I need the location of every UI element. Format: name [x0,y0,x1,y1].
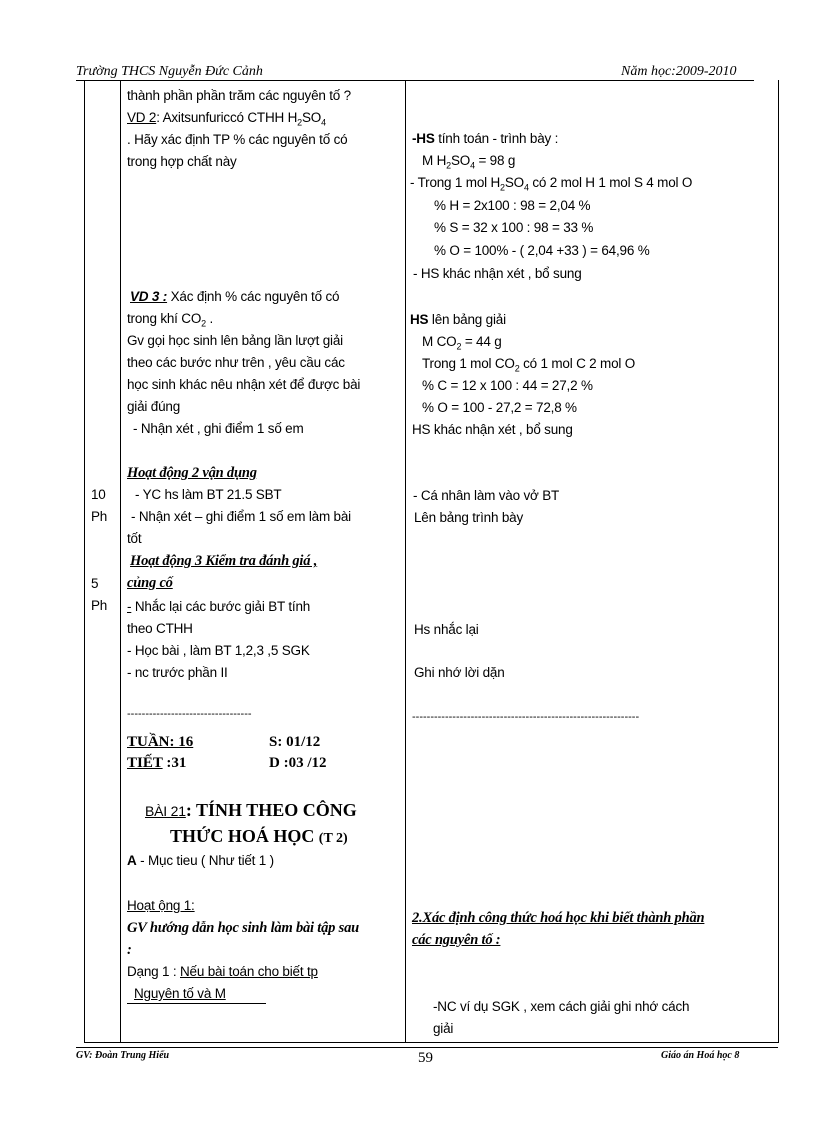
left-line-14: - Nhận xét – ghi điểm 1 số em làm bài [131,509,351,524]
percent-o-line: % O = 100% - ( 2,04 +33 ) = 64,96 % [434,243,650,258]
footer-subject: Giáo án Hoá học 8 [661,1050,740,1061]
right-dashes: -------------------------------------------------------------- [412,711,640,723]
left-line-4: trong hợp chất này [127,154,237,169]
vd2-line: VD 2: Axitsunfuriccó CTHH $H_2SO_4$ [127,110,326,128]
activity-3-heading-2: củng cố [127,575,173,591]
time-ph-2: Ph [91,598,108,613]
left-line-11: - Nhận xét , ghi điểm 1 số em [133,421,304,436]
percent-o2-line: % O = 100 - 27,2 = 72,8 % [422,400,577,415]
remember-line: Ghi nhớ lời dặn [414,665,505,680]
period-date-d: D :03 /12 [269,755,327,771]
time-ph-1: Ph [91,509,108,524]
lesson-title: BÀI 21: TÍNH THEO CÔNG [145,800,357,820]
time-5: 5 [91,576,99,591]
individual-work-line: - Cá nhân làm vào vở BT [413,488,560,503]
objectives-line: A - Mục tieu ( Như tiết 1 ) [127,853,274,868]
left-line-18: - Nhắc lại các bước giải BT tính [127,599,311,614]
board-present-line: Lên bảng trình bày [414,510,523,525]
footer-rule [76,1047,778,1048]
left-line-21: - nc trước phần II [127,665,228,680]
teacher-guide-line-2: : [127,942,132,958]
activity-1-heading: Hoạt ộng 1: [127,898,195,913]
header-school: Trường THCS Nguyễn Đức Cảnh [76,64,263,79]
header-year: Năm học:2009-2010 [621,64,737,79]
nc-line-2: giải [433,1021,454,1036]
week-date-s: S: 01/12 [269,734,321,750]
left-dashes: ---------------------------------- [127,708,252,720]
activity-2-heading: Hoạt động 2 vận dụng [127,465,257,481]
left-line-19: theo CTHH [127,621,193,636]
type-1-line: Dạng 1 : Nếu bài toán cho biết tp [127,964,318,979]
hs-other-comment-2: HS khác nhận xét , bổ sung [412,422,573,437]
time-10: 10 [91,487,106,502]
hs-other-comment-1: - HS khác nhận xét , bổ sung [413,266,582,281]
percent-c-line: % C = 12 x 100 : 44 = 27,2 % [422,378,593,393]
footer-teacher: GV: Đoàn Trung Hiếu [76,1050,170,1061]
section-2-heading: 2.Xác định công thức hoá học khi biết thành phần [412,910,705,926]
co2-moles-line: Trong 1 mol $CO_2$ có 1 mol C 2 mol O [422,356,636,374]
lesson-title-2: THỨC HOÁ HỌC (T 2) [170,826,348,846]
left-line-1: thành phần phần trăm các nguyên tố ? [127,88,351,103]
type-1-line-2: Nguyên tố và M [134,986,226,1001]
nc-line: -NC ví dụ SGK , xem cách giải ghi nhớ cách [433,999,690,1014]
section-2-heading-2: các nguyên tố : [412,932,501,948]
hs-repeat-line: Hs nhắc lại [414,622,479,637]
left-line-15: tốt [127,531,142,546]
left-line-8: theo các bước như trên , yêu cầu các [127,355,345,370]
hs-board-line: HS lên bảng giải [410,312,506,327]
m-h2so4-line: M $H_2SO_4 = 98$ g [422,153,516,171]
hs-line: -HS tính toán - trình bày : [412,131,559,146]
left-line-6: trong khí $CO_2$ . [127,311,214,329]
header-rule [76,80,754,81]
type-1-underline [127,1003,266,1004]
left-line-10: giải đúng [127,399,180,414]
vd3-line: VD 3 : Xác định % các nguyên tố có [130,289,340,304]
teacher-guide-line: GV hướng dẫn học sinh làm bài tập sau [127,920,360,936]
left-line-7: Gv gọi học sinh lên bảng lần lượt giải [127,333,343,348]
page-number: 59 [418,1050,433,1066]
week-label: TUẦN: 16 [127,734,194,750]
left-line-9: học sinh khác nêu nhận xét để được bài [127,377,361,392]
period-label: TIẾT :31 [127,755,187,771]
m-co2-line: M $CO_2 = 44$ g [422,334,502,352]
left-line-13: - YC hs làm BT 21.5 SBT [135,487,282,502]
percent-h-line: % H = 2x100 : 98 = 2,04 % [434,198,591,213]
left-line-3: . Hãy xác định TP % các nguyên tố có [127,132,348,147]
left-line-20: - Học bài , làm BT 1,2,3 ,5 SGK [127,643,310,658]
percent-s-line: % S = 32 x 100 : 98 = 33 % [434,220,594,235]
activity-3-heading: Hoạt động 3 Kiểm tra đánh giá , [130,553,318,569]
h2so4-moles-line: - Trong 1 mol $H_2SO_4$ có 2 mol H 1 mol S 4 mol O [410,175,693,193]
